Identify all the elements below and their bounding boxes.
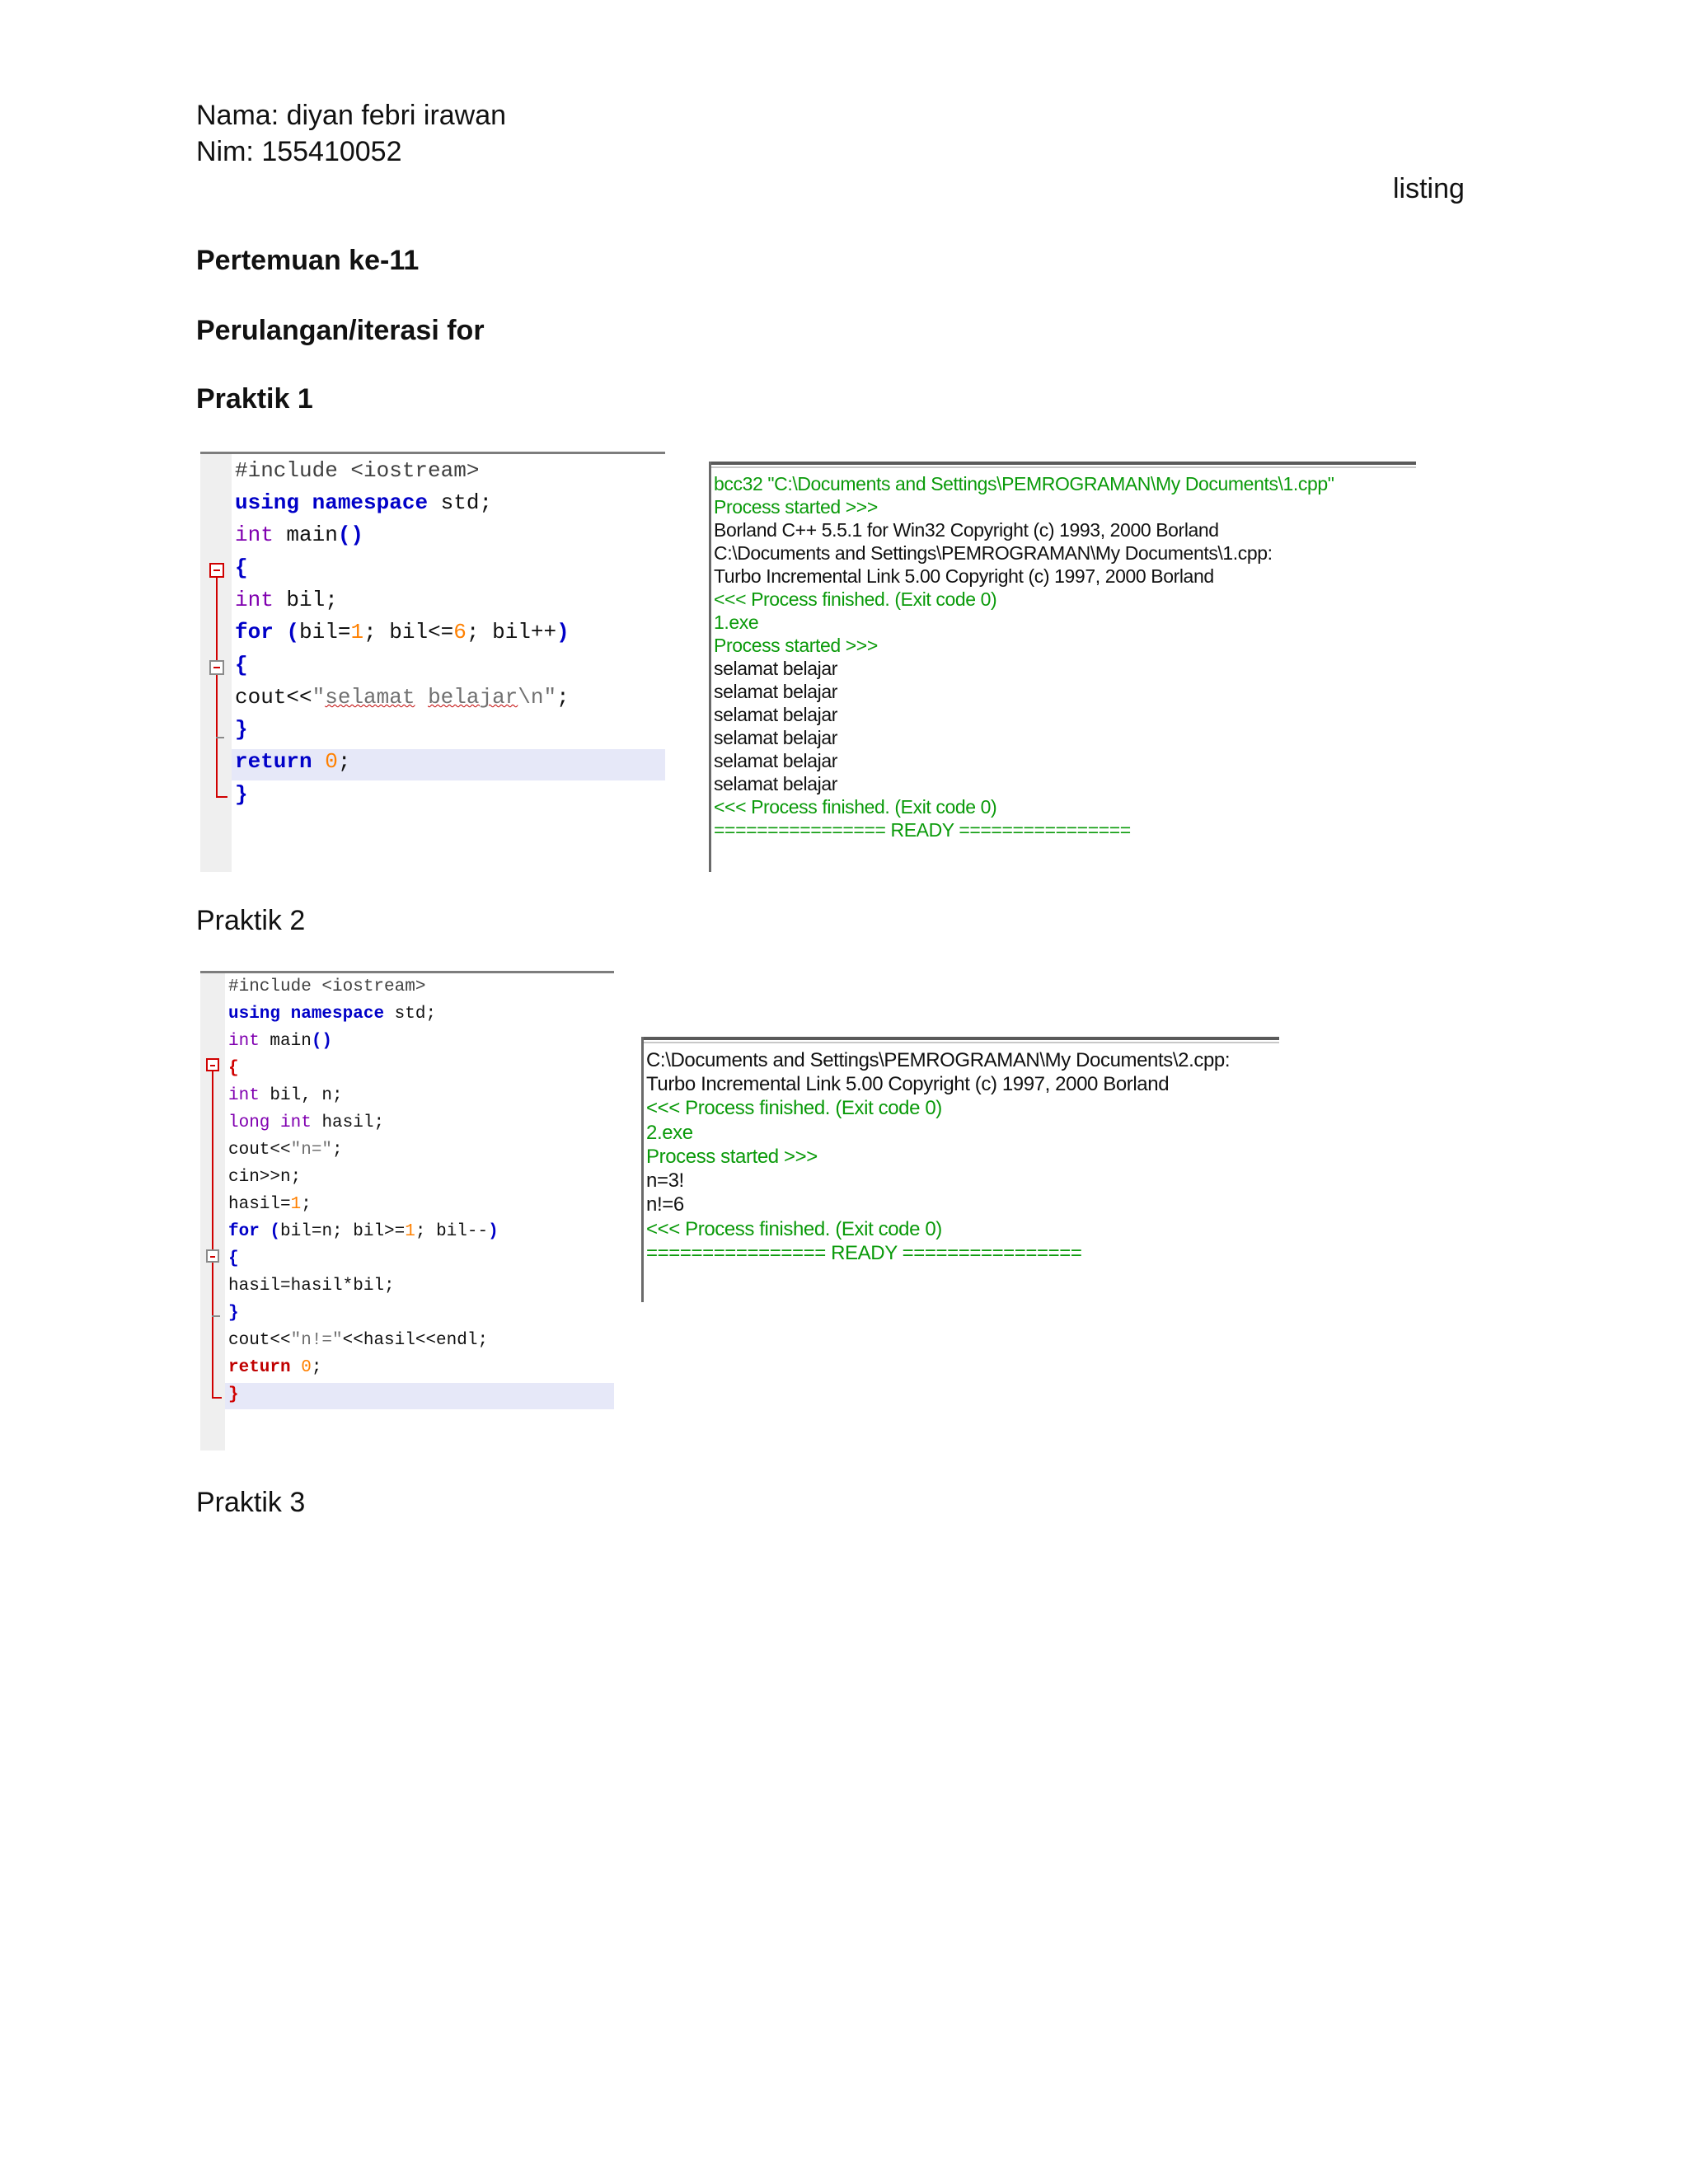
output-line: bcc32 "C:\Documents and Settings\PEMROGRAMAN\My Documents\1.cpp": [714, 473, 1334, 494]
output-line: selamat belajar: [714, 750, 837, 771]
output-line: selamat belajar: [714, 773, 837, 794]
output-line: <<< Process finished. (Exit code 0): [646, 1097, 942, 1119]
output-line: 1.exe: [714, 612, 759, 633]
student-name: Nama: diyan febri irawan: [196, 100, 507, 131]
output-line: <<< Process finished. (Exit code 0): [646, 1218, 942, 1240]
output-line: Turbo Incremental Link 5.00 Copyright (c) 1997, 2000 Borland: [646, 1073, 1170, 1095]
output-line: C:\Documents and Settings\PEMROGRAMAN\My Documents\1.cpp:: [714, 542, 1273, 564]
output-line: selamat belajar: [714, 681, 837, 702]
praktik1-output-console: [709, 462, 1416, 872]
fold-toggle-icon[interactable]: [206, 1249, 219, 1263]
output-line: selamat belajar: [714, 704, 837, 725]
praktik2-code-editor: #include <iostream> using namespace std; int main() { int bil, n; long int hasil; cout<<"n="; cin>>n; hasil=1; for (bil=n; bil>=1; bil--) { hasil=hasil*bil; } cout<<"n!="<<hasil<<endl; return 0; }: [200, 971, 614, 1451]
fold-toggle-icon[interactable]: [209, 563, 224, 578]
fold-toggle-icon[interactable]: [206, 1058, 219, 1071]
topic-heading: Perulangan/iterasi for: [196, 315, 485, 346]
output-line: Process started >>>: [714, 496, 878, 518]
student-nim: Nim: 155410052: [196, 136, 402, 167]
output-line: selamat belajar: [714, 658, 837, 679]
praktik1-heading: Praktik 1: [196, 383, 313, 415]
output-line: Turbo Incremental Link 5.00 Copyright (c) 1997, 2000 Borland: [714, 565, 1214, 587]
output-line: n=3!: [646, 1169, 684, 1192]
listing-label: listing: [1393, 173, 1465, 204]
code-line: #include <iostream>: [235, 458, 480, 483]
output-line: n!=6: [646, 1193, 684, 1216]
code-line: #include <iostream>: [228, 977, 426, 996]
output-line: ================ READY ================: [646, 1242, 1082, 1264]
output-line: selamat belajar: [714, 727, 837, 748]
output-line: <<< Process finished. (Exit code 0): [714, 588, 997, 610]
praktik1-code-editor: #include <iostream> using namespace std; int main() { int bil; for (bil=1; bil<=6; bil++) { cout<<"selamat belajar\n"; } return 0; }: [200, 452, 665, 872]
praktik2-heading: Praktik 2: [196, 905, 306, 936]
output-line: ================ READY ================: [714, 819, 1131, 841]
output-line: Process started >>>: [714, 635, 878, 656]
meeting-heading: Pertemuan ke-11: [196, 245, 420, 276]
output-line: 2.exe: [646, 1122, 693, 1144]
fold-toggle-icon[interactable]: [209, 660, 224, 675]
praktik2-output-console: [641, 1037, 1279, 1302]
current-line-highlight: [225, 1383, 614, 1409]
praktik3-heading: Praktik 3: [196, 1487, 306, 1518]
output-line: C:\Documents and Settings\PEMROGRAMAN\My Documents\2.cpp:: [646, 1049, 1231, 1071]
output-line: <<< Process finished. (Exit code 0): [714, 796, 997, 818]
output-line: Process started >>>: [646, 1146, 818, 1168]
output-line: Borland C++ 5.5.1 for Win32 Copyright (c) 1993, 2000 Borland: [714, 519, 1219, 541]
